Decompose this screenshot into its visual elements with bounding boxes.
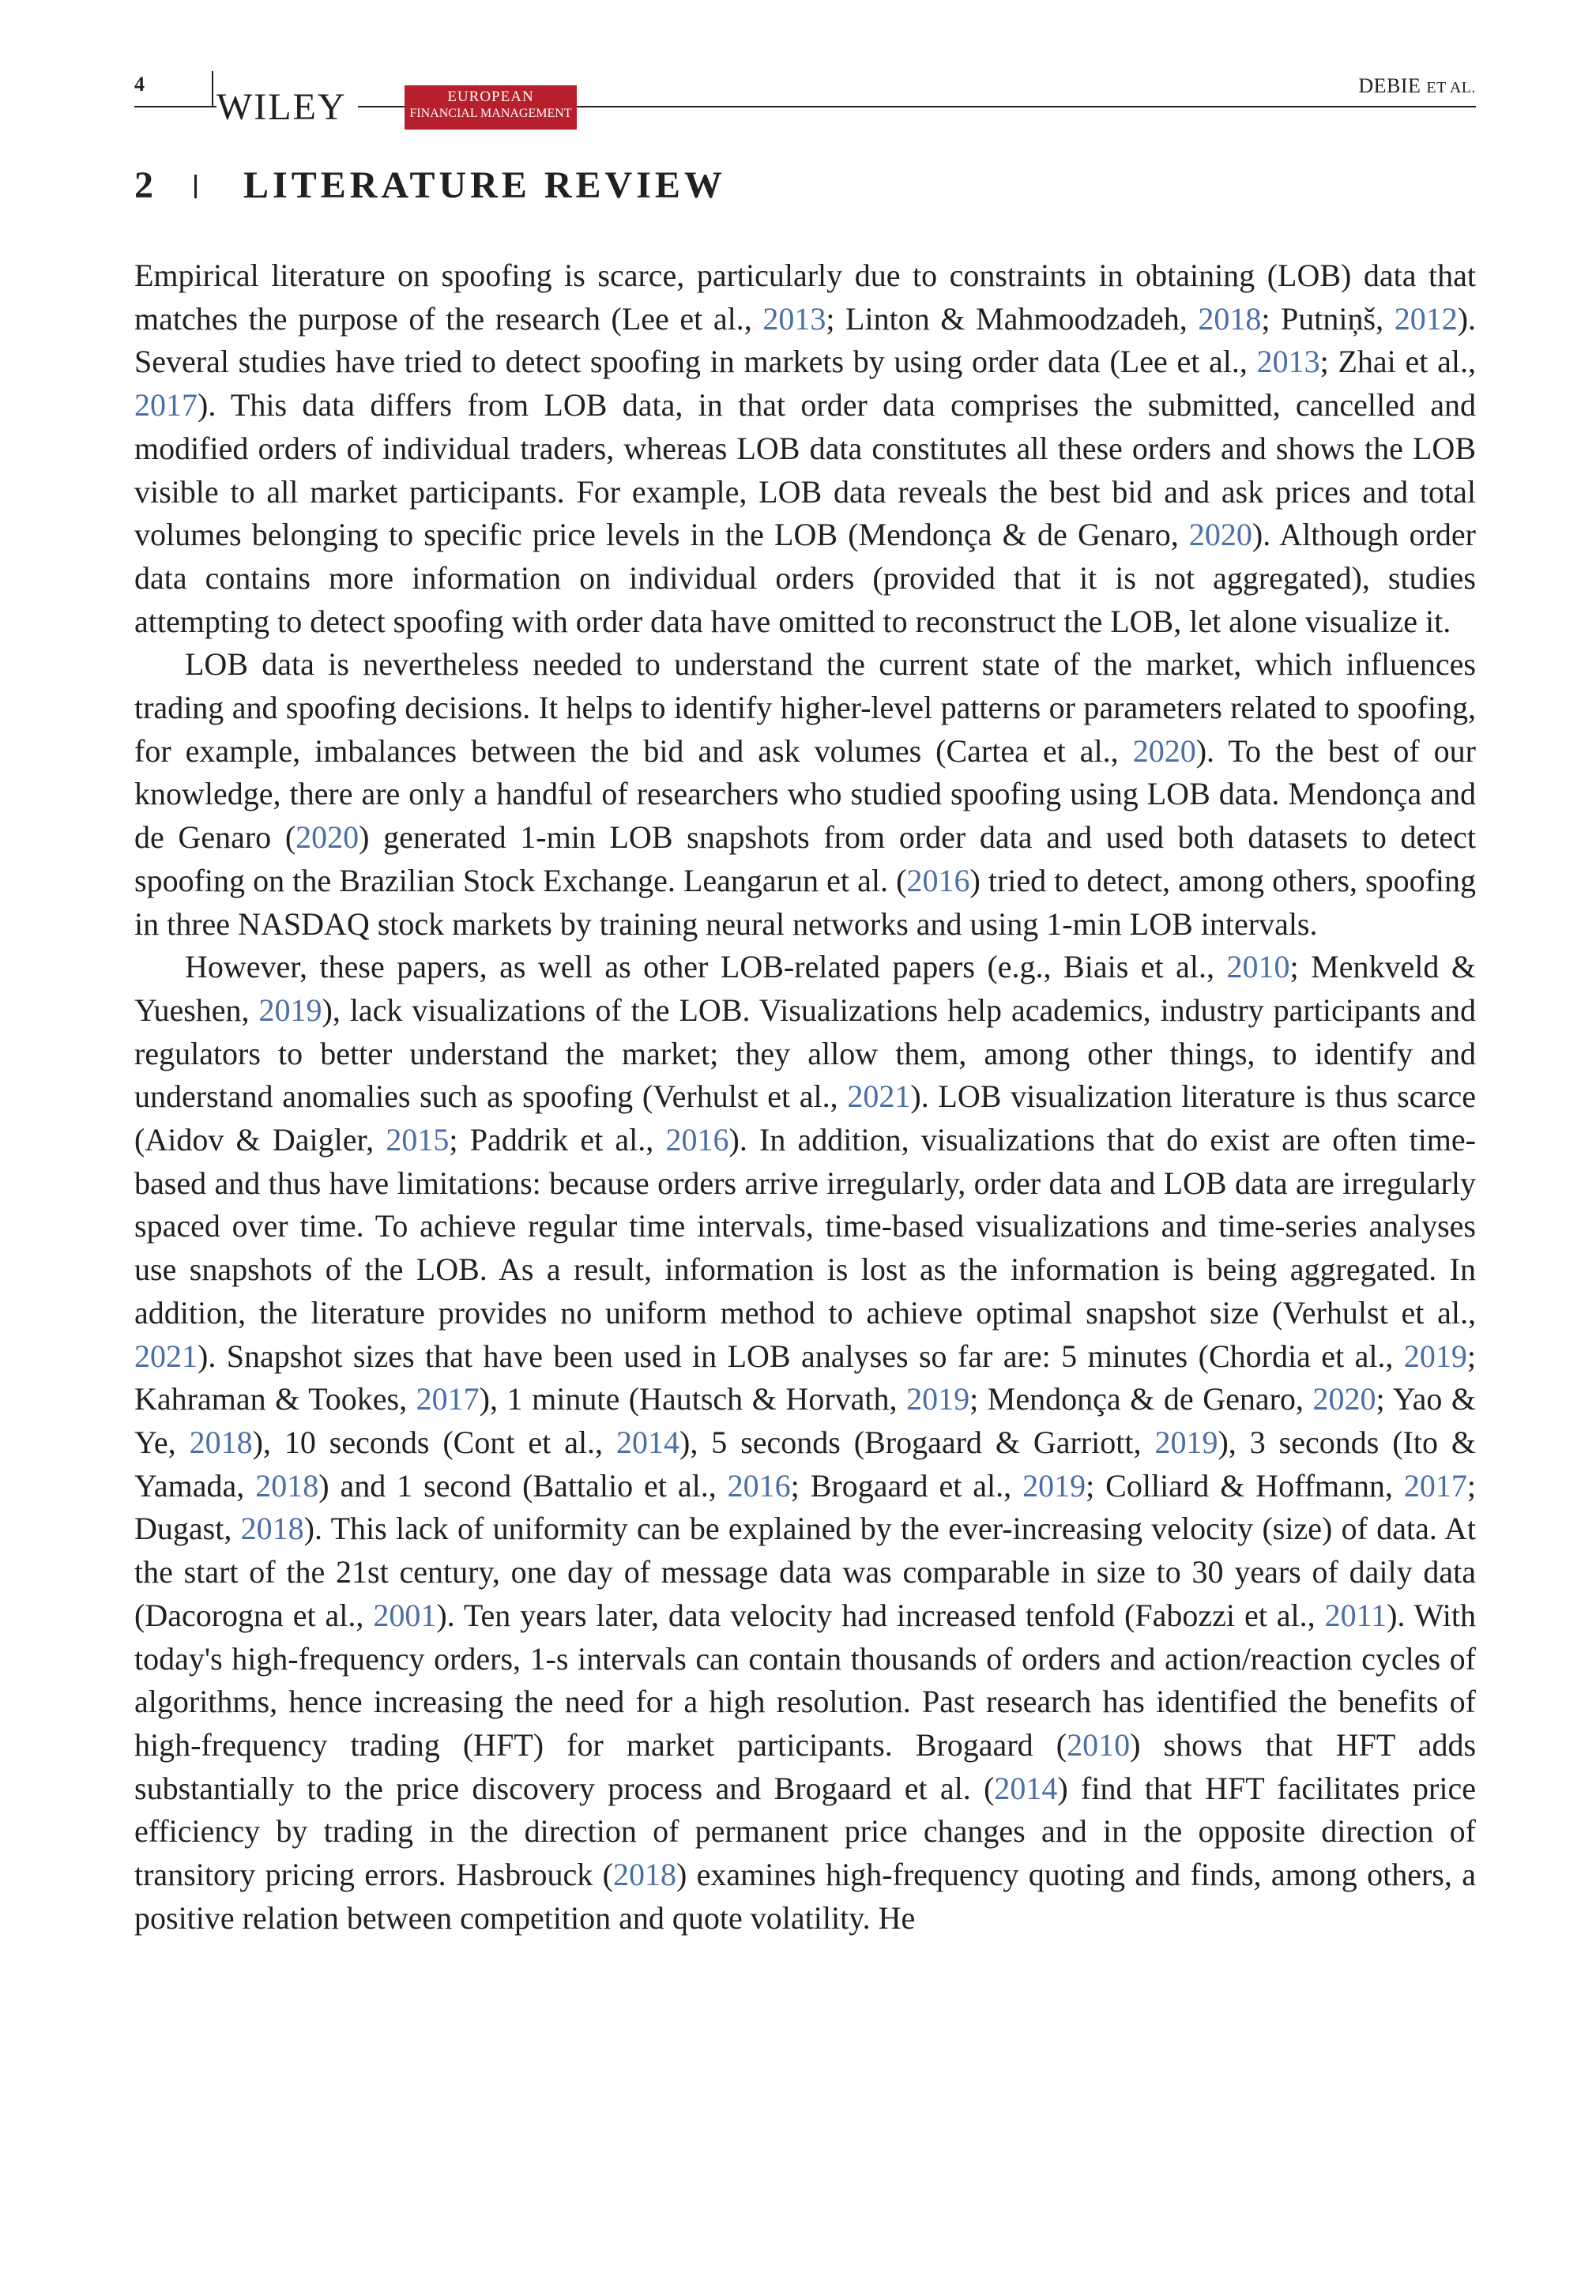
page-number: 4: [134, 73, 145, 96]
citation-link[interactable]: 2020: [1132, 732, 1196, 769]
paragraph-text: Empirical literature on spoofing is scarce, particularly due to constraints in obtaining (LOB) data that matches the purpose of the research (Lee et al.,: [134, 258, 1476, 337]
paragraph-text: ). Several studies have tried to detect spoofing in markets by using order data (Lee et al.,: [134, 300, 1477, 380]
paragraph-text: ). Snapshot sizes that have been used in LOB analyses so far are: 5 minutes (Chordia et al.,: [198, 1338, 1404, 1374]
paragraph-text: ). Although order data contains more information on individual orders (provided that it is not aggregated), studies attempting to detect spoofing with order data have omitted to reconstruct the LOB, let alone visualize it.: [134, 517, 1476, 639]
citation-link[interactable]: 2021: [134, 1338, 198, 1374]
journal-name-line2: FINANCIAL MANAGEMENT: [409, 107, 572, 120]
wiley-logo: WILEY: [216, 88, 358, 126]
citation-link[interactable]: 2017: [416, 1381, 480, 1417]
paragraph-text: ). To the best of our knowledge, there are only a handful of researchers who studied spoofing using LOB data. Mendonça and de Genaro (: [134, 732, 1477, 856]
citation-link[interactable]: 2013: [762, 300, 826, 337]
paragraph-text: ). This lack of uniformity can be explained by the ever-increasing velocity (size) of data. At the start of the 21st century, one day of message data was comparable in size to 30 years of daily data (Dacorogna et al.,: [134, 1511, 1477, 1633]
paragraph-text: ) tried to detect, among others, spoofing in three NASDAQ stock markets by training neural networks and using 1-min LOB intervals.: [134, 862, 1477, 942]
header-divider: [212, 71, 213, 107]
paragraph: [134, 643, 1476, 946]
paragraph-text: ; Linton & Mahmoodzadeh,: [826, 300, 1199, 337]
citation-link[interactable]: 2014: [994, 1770, 1058, 1806]
section-title: LITERATURE REVIEW: [243, 164, 726, 206]
citation-link[interactable]: 2017: [134, 387, 198, 423]
citation-link[interactable]: 2014: [616, 1424, 679, 1460]
citation-link[interactable]: 2019: [258, 992, 322, 1028]
paragraph-text: ; Kahraman & Tookes,: [134, 1338, 1476, 1417]
paragraph-text: ; Menkveld & Yueshen,: [134, 949, 1476, 1028]
paragraph-text: ). With today's high-frequency orders, 1-s intervals can contain thousands of orders and action/reaction cycles of algorithms, hence increasing the need for a high resolution. Past research has identified the benefits of high-frequency trading (HFT) for market participants. Brogaard (: [134, 1597, 1476, 1763]
citation-link[interactable]: 2010: [1067, 1726, 1131, 1763]
paragraph-text: ; Colliard & Hoffmann,: [1086, 1467, 1404, 1504]
paragraph-text: However, these papers, as well as other LOB-related papers (e.g., Biais et al.,: [185, 949, 1227, 985]
citation-link[interactable]: 2015: [386, 1122, 450, 1158]
section-number: 2: [134, 164, 153, 206]
paragraph-text: ; Mendonça & de Genaro,: [969, 1381, 1313, 1417]
section-heading: [134, 164, 1476, 211]
paragraph-text: ) examines high-frequency quoting and finds, among others, a positive relation between competition and quote volatility. He: [134, 1857, 1476, 1936]
paragraph-text: ) shows that HFT adds substantially to the price discovery process and Brogaard et al. (: [134, 1726, 1477, 1806]
paragraph-text: ; Zhai et al.,: [1319, 344, 1476, 380]
citation-link[interactable]: 2018: [1198, 300, 1262, 337]
paragraph-text: ), 1 minute (Hautsch & Horvath,: [479, 1381, 907, 1417]
citation-link[interactable]: 2018: [255, 1467, 319, 1504]
paragraph-text: ) generated 1-min LOB snapshots from order data and used both datasets to detect spoofing on the Brazilian Stock Exchange. Leangarun et al. (: [134, 819, 1477, 898]
running-head-author: DEBIE: [1358, 74, 1421, 97]
running-head-etal: ET AL.: [1426, 79, 1476, 96]
citation-link[interactable]: 2013: [1256, 344, 1320, 380]
paragraph-text: ). This data differs from LOB data, in that order data comprises the submitted, cancelled and modified orders of individual traders, whereas LOB data constitutes all these orders and shows the LOB visible to all market participants. For example, LOB data reveals the best bid and ask prices and total volumes belonging to specific price levels in the LOB (Mendonça & de Genaro,: [134, 387, 1476, 553]
running-head: [1358, 74, 1476, 98]
body-text: [134, 254, 1476, 1940]
paragraph-text: ), lack visualizations of the LOB. Visualizations help academics, industry participants and regulators to better understand the market; they allow them, among other things, to identify and understand anomalies such as spoofing (Verhulst et al.,: [134, 992, 1476, 1115]
paragraph-text: ) find that HFT facilitates price efficiency by trading in the direction of permanent price changes and in the opposite direction of transitory pricing errors. Hasbrouck (: [134, 1770, 1476, 1893]
paragraph-text: ; Brogaard et al.,: [790, 1467, 1023, 1504]
paragraph-text: ), 5 seconds (Brogaard & Garriott,: [679, 1424, 1155, 1460]
journal-name-line1: EUROPEAN: [447, 88, 534, 105]
citation-link[interactable]: 2018: [612, 1857, 676, 1893]
page-header: [134, 62, 1476, 133]
paragraph-text: LOB data is nevertheless needed to understand the current state of the market, which influences trading and spoofing decisions. It helps to identify higher-level patterns or parameters related to spoofing, for example, imbalances between the bid and ask volumes (Cartea et al.,: [134, 646, 1476, 769]
citation-link[interactable]: 2001: [373, 1597, 437, 1633]
paragraph: [134, 946, 1476, 1940]
citation-link[interactable]: 2021: [847, 1078, 911, 1115]
citation-link[interactable]: 2020: [1312, 1381, 1376, 1417]
paragraph-text: ; Paddrik et al.,: [449, 1122, 666, 1158]
paragraph-text: ; Yao & Ye,: [134, 1381, 1477, 1460]
citation-link[interactable]: 2016: [906, 862, 970, 898]
citation-link[interactable]: 2010: [1226, 949, 1290, 985]
paragraph-text: ; Putniņš,: [1261, 300, 1395, 337]
citation-link[interactable]: 2016: [665, 1122, 729, 1158]
paragraph-text: ) and 1 second (Battalio et al.,: [318, 1467, 728, 1504]
journal-logo: [405, 85, 577, 130]
citation-link[interactable]: 2019: [906, 1381, 970, 1417]
citation-link[interactable]: 2020: [1188, 517, 1252, 553]
citation-link[interactable]: 2019: [1022, 1467, 1086, 1504]
citation-link[interactable]: 2020: [295, 819, 359, 856]
citation-link[interactable]: 2018: [189, 1424, 253, 1460]
citation-link[interactable]: 2016: [727, 1467, 791, 1504]
citation-link[interactable]: 2011: [1324, 1597, 1387, 1633]
paragraph-text: ), 10 seconds (Cont et al.,: [252, 1424, 616, 1460]
paragraph-text: ). In addition, visualizations that do exist are often time-based and thus have limitations: because orders arrive irregularly, order data and LOB data are irregularly spaced over time. To achieve regular time intervals, time-based visualizations and time-series analyses use snapshots of the LOB. As a result, information is lost as the information is being aggregated. In addition, the literature provides no uniform method to achieve optimal snapshot size (Verhulst et al.,: [134, 1122, 1476, 1331]
citation-link[interactable]: 2019: [1403, 1338, 1467, 1374]
citation-link[interactable]: 2019: [1154, 1424, 1218, 1460]
paragraph-text: ). LOB visualization literature is thus scarce (Aidov & Daigler,: [134, 1078, 1476, 1158]
paragraph: [134, 254, 1476, 643]
citation-link[interactable]: 2017: [1403, 1467, 1467, 1504]
paragraph-text: ; Dugast,: [134, 1467, 1476, 1547]
citation-link[interactable]: 2012: [1394, 300, 1458, 337]
paragraph-text: ), 3 seconds (Ito & Yamada,: [134, 1424, 1477, 1504]
citation-link[interactable]: 2018: [240, 1511, 304, 1547]
section-separator: [194, 175, 197, 198]
paragraph-text: ). Ten years later, data velocity had increased tenfold (Fabozzi et al.,: [436, 1597, 1325, 1633]
